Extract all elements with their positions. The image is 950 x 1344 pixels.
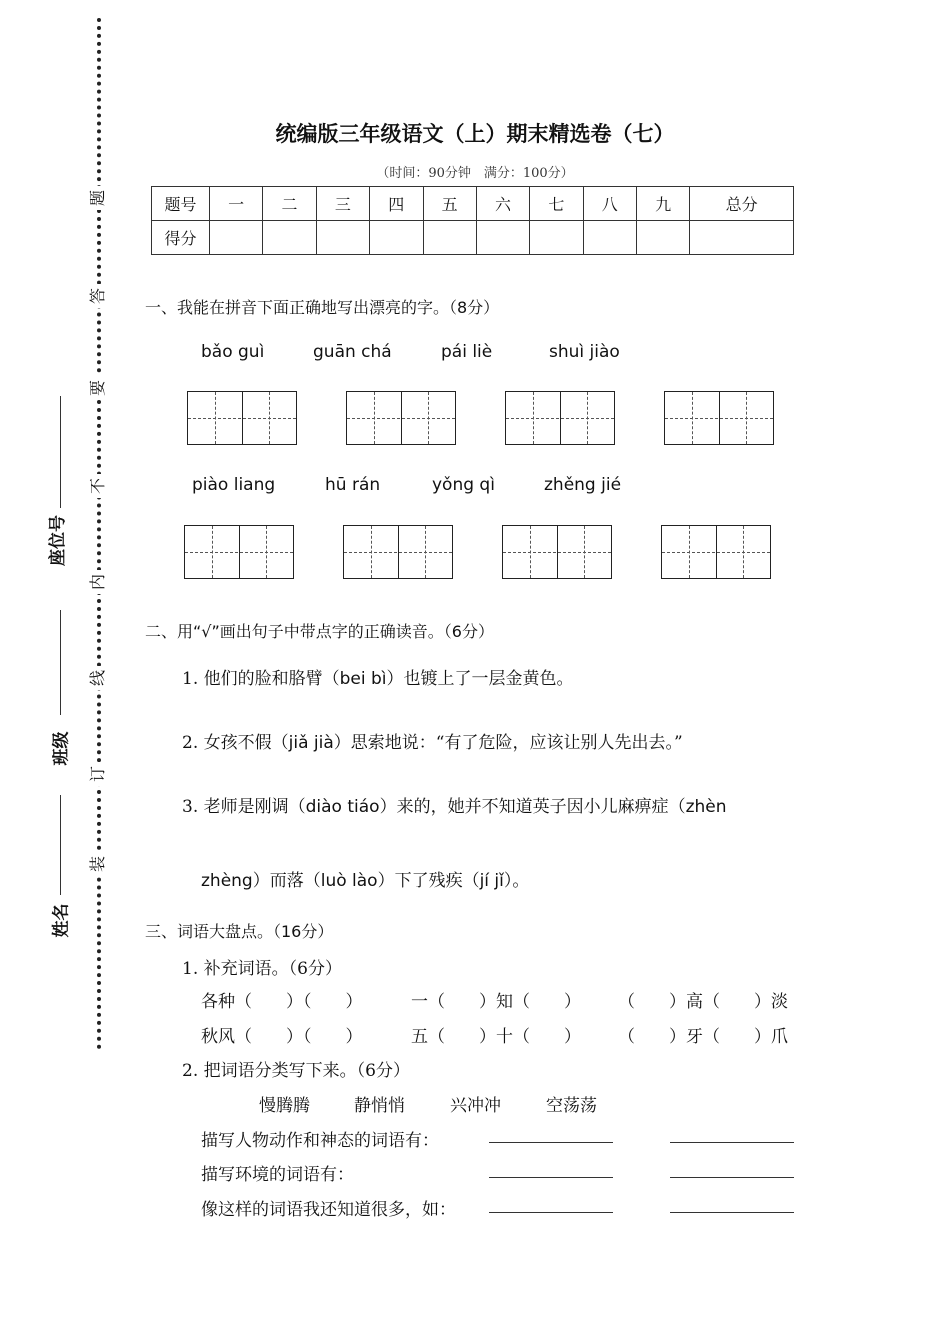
question-1 <box>182 664 574 689</box>
word-item: 静悄悄 <box>354 1096 405 1116</box>
binding-word: 不 <box>86 474 110 498</box>
class-underline <box>60 610 61 715</box>
binding-word: 答 <box>86 284 110 308</box>
writing-grid[interactable] <box>187 391 297 445</box>
question-text: ）。 <box>503 871 530 891</box>
answer-blank[interactable] <box>670 1142 794 1143</box>
pinyin: guān chá <box>313 342 392 362</box>
fill-blank[interactable]: （ ）高（ ）淡 <box>618 992 788 1012</box>
binding-word: 线 <box>86 666 110 690</box>
question-text: ）下了残疾（ <box>377 871 480 891</box>
answer-blank[interactable] <box>670 1177 794 1178</box>
binding-word: 内 <box>86 570 110 594</box>
pinyin-choice[interactable]: zhèng <box>201 871 253 891</box>
pinyin: hū rán <box>325 475 381 495</box>
word-item: 空荡荡 <box>546 1096 597 1116</box>
score-cell[interactable] <box>690 221 794 255</box>
pinyin: zhěng jié <box>544 475 622 495</box>
fill-blank[interactable]: 各种（ ）（ ） <box>201 992 363 1012</box>
question-3-continued <box>201 866 529 891</box>
exam-info: （时间：90分钟 满分：100分） <box>376 166 574 181</box>
column-head: 六 <box>476 187 529 221</box>
column-head: 五 <box>423 187 476 221</box>
score-cell[interactable] <box>476 221 529 255</box>
pinyin: pái liè <box>441 342 493 362</box>
column-head: 二 <box>263 187 316 221</box>
binding-word: 订 <box>86 762 110 786</box>
writing-grid[interactable] <box>346 391 456 445</box>
writing-grid[interactable] <box>661 525 771 579</box>
category-prompt: 像这样的词语我还知道很多，如： <box>201 1200 456 1220</box>
score-cell[interactable] <box>423 221 476 255</box>
writing-grid[interactable] <box>184 525 294 579</box>
section-2-heading: 二、用“√”画出句子中带点字的正确读音。（6分） <box>145 622 494 641</box>
category-prompt: 描写环境的词语有： <box>201 1165 354 1185</box>
pinyin-choice[interactable]: jiǎ jià <box>288 733 334 753</box>
fill-blank[interactable]: 一（ ）知（ ） <box>411 992 581 1012</box>
question-text: 3. 老师是刚调（ <box>182 797 306 817</box>
binding-word: 题 <box>86 186 110 210</box>
score-table <box>151 186 794 255</box>
question-text: ）而落（ <box>252 871 321 891</box>
name-label: 姓名 <box>51 903 72 938</box>
fill-blank[interactable]: 秋风（ ）（ ） <box>201 1027 363 1047</box>
row-head: 题号 <box>152 187 210 221</box>
pinyin-choice[interactable]: luò lào <box>320 871 378 891</box>
writing-grid[interactable] <box>502 525 612 579</box>
pinyin: shuì jiào <box>549 342 620 362</box>
column-head: 四 <box>370 187 423 221</box>
column-head: 八 <box>583 187 636 221</box>
category-prompt: 描写人物动作和神态的词语有： <box>201 1131 439 1151</box>
score-cell[interactable] <box>316 221 369 255</box>
column-head: 九 <box>637 187 690 221</box>
name-underline <box>60 795 61 895</box>
pinyin-choice[interactable]: zhèn <box>685 797 727 817</box>
pinyin: bǎo guì <box>201 342 265 362</box>
question-text: 2. 女孩不假（ <box>182 733 289 753</box>
answer-blank[interactable] <box>670 1212 794 1213</box>
question-2 <box>182 728 683 753</box>
subquestion-1: 1. 补充词语。（6分） <box>182 959 342 979</box>
pinyin: yǒng qì <box>432 475 495 495</box>
question-text: ）思索地说：“有了危险，应该让别人先出去。” <box>333 733 683 753</box>
table-row <box>152 221 794 255</box>
answer-blank[interactable] <box>489 1212 613 1213</box>
pinyin-choice[interactable]: diào tiáo <box>305 797 380 817</box>
score-cell[interactable] <box>263 221 316 255</box>
pinyin-choice[interactable]: jí jǐ <box>479 871 504 891</box>
binding-word: 要 <box>86 376 110 400</box>
score-cell[interactable] <box>210 221 263 255</box>
score-cell[interactable] <box>530 221 583 255</box>
column-head: 总分 <box>690 187 794 221</box>
binding-word: 装 <box>86 852 110 876</box>
table-row <box>152 187 794 221</box>
question-text: 1. 他们的脸和胳臂（ <box>182 669 340 689</box>
fill-blank[interactable]: 五（ ）十（ ） <box>411 1027 581 1047</box>
answer-blank[interactable] <box>489 1177 613 1178</box>
writing-grid[interactable] <box>505 391 615 445</box>
score-cell[interactable] <box>370 221 423 255</box>
question-text: ）也镀上了一层金黄色。 <box>386 669 574 689</box>
word-item: 慢腾腾 <box>259 1096 310 1116</box>
answer-blank[interactable] <box>489 1142 613 1143</box>
seat-underline <box>60 396 61 508</box>
pinyin-choice[interactable]: bei bì <box>339 669 387 689</box>
writing-grid[interactable] <box>664 391 774 445</box>
column-head: 三 <box>316 187 369 221</box>
row-head: 得分 <box>152 221 210 255</box>
score-cell[interactable] <box>583 221 636 255</box>
question-3 <box>182 792 727 817</box>
word-item: 兴冲冲 <box>450 1096 501 1116</box>
writing-grid[interactable] <box>343 525 453 579</box>
section-3-heading: 三、词语大盘点。（16分） <box>145 922 334 941</box>
class-label: 班级 <box>51 731 72 766</box>
score-cell[interactable] <box>637 221 690 255</box>
fill-blank[interactable]: （ ）牙（ ）爪 <box>618 1027 788 1047</box>
column-head: 一 <box>210 187 263 221</box>
section-1-heading: 一、我能在拼音下面正确地写出漂亮的字。（8分） <box>145 298 500 317</box>
page-title: 统编版三年级语文（上）期末精选卷（七） <box>275 122 675 146</box>
question-text: ）来的，她并不知道英子因小儿麻痹症（ <box>379 797 686 817</box>
column-head: 七 <box>530 187 583 221</box>
subquestion-2: 2. 把词语分类写下来。（6分） <box>182 1061 410 1081</box>
seat-label: 座位号 <box>48 515 68 566</box>
pinyin: piào liang <box>192 475 276 495</box>
